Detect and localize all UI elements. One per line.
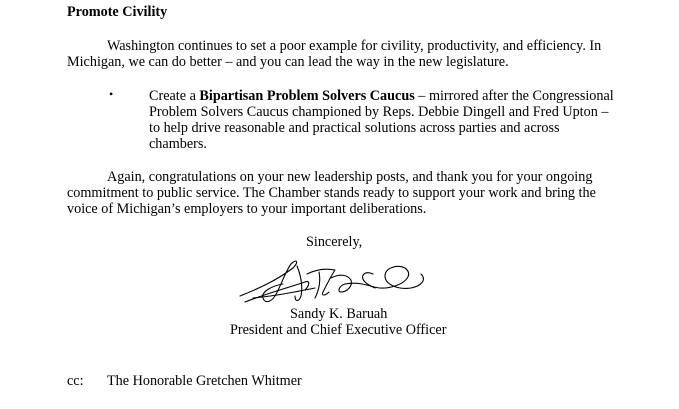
bullet-line-1-rest: – mirrored after the Congressional (414, 88, 614, 104)
closing-line-3: voice of Michigan’s employers to your important deliberations. (67, 201, 427, 217)
bullet-symbol: • (109, 87, 114, 101)
intro-line-1: Washington continues to set a poor example for civility, productivity, and efficiency. In (107, 38, 602, 54)
signer-title: President and Chief Executive Officer (230, 322, 447, 338)
section-heading: Promote Civility (67, 4, 168, 20)
cc-label: cc: (67, 373, 84, 389)
bullet-line-4: chambers. (149, 136, 207, 152)
bullet-lead-text: Create a (149, 88, 200, 104)
bullet-bold-text: Bipartisan Problem Solvers Caucus (199, 88, 415, 104)
closing-line-1: Again, congratulations on your new leadership posts, and thank you for your ongoing (107, 169, 593, 185)
salutation: Sincerely, (306, 234, 363, 250)
bullet-line-2: Problem Solvers Caucus championed by Reps. Debbie Dingell and Fred Upton – (149, 104, 609, 120)
cc-recipient: The Honorable Gretchen Whitmer (107, 373, 302, 389)
bullet-line-3: to help drive reasonable and practical solutions across parties and across (149, 120, 560, 136)
handwritten-signature (235, 252, 435, 310)
bullet-line-1 (149, 88, 614, 105)
closing-line-2: commitment to public service. The Chamber stands ready to support your work and bring the (67, 185, 596, 201)
intro-line-2: Michigan, we can do better – and you can lead the way in the new legislature. (67, 54, 509, 70)
signer-name: Sandy K. Baruah (290, 306, 388, 322)
